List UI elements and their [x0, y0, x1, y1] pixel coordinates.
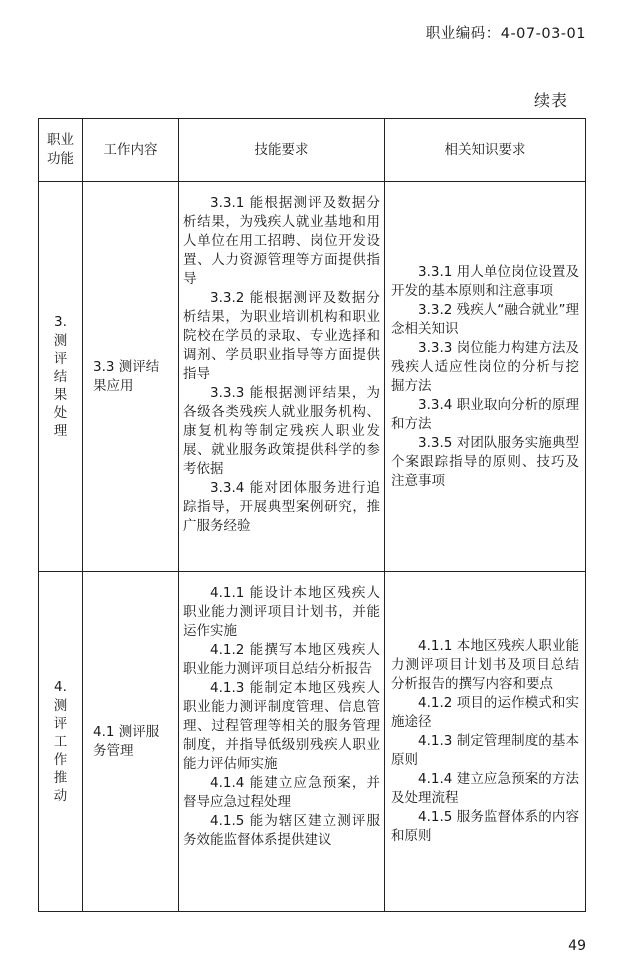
skill-item: 3.3.2 能根据测评及数据分析结果，为职业培训机构和职业院校在学员的录取、专业选择和调剂、学员职业指导等方面提供指导: [183, 290, 380, 382]
header-function: 职业功能: [39, 119, 83, 182]
skill-item: 4.1.4 能建立应急预案，并督导应急过程处理: [183, 775, 380, 810]
skill-item: 4.1.2 能撰写本地区残疾人职业能力测评项目总结分析报告: [183, 642, 380, 677]
skill-item: 3.3.4 能对团体服务进行追踪指导，开展典型案例研究，推广服务经验: [183, 480, 380, 534]
header-skill-requirements: 技能要求: [179, 119, 385, 182]
knowledge-item: 4.1.5 服务监督体系的内容和原则: [391, 809, 579, 844]
knowledge-item: 3.3.3 岗位能力构建方法及残疾人适应性岗位的分析与挖掘方法: [391, 339, 579, 394]
function-number: 4.: [54, 678, 67, 695]
function-cell: [39, 572, 83, 912]
skill-requirements-cell: [179, 182, 385, 572]
knowledge-requirements-cell: [385, 182, 586, 572]
skill-item: 4.1.5 能为辖区建立测评服务效能监督体系提供建议: [183, 813, 380, 848]
knowledge-item: 3.3.2 残疾人“融合就业”理念相关知识: [391, 301, 579, 337]
knowledge-item: 4.1.2 项目的运作模式和实施途径: [391, 695, 579, 730]
function-cell: [39, 182, 83, 572]
work-content-cell: 4.1 测评服务管理: [83, 572, 179, 912]
occupation-code: 职业编码：4-07-03-01: [425, 26, 586, 42]
knowledge-item: 3.3.1 用人单位岗位设置及开发的基本原则和注意事项: [391, 263, 579, 299]
skills-table: [38, 118, 586, 912]
knowledge-item: 4.1.3 制定管理制度的基本原则: [391, 733, 579, 768]
function-name: 测评工作推动: [53, 697, 68, 804]
knowledge-item: 4.1.1 本地区残疾人职业能力测评项目计划书及项目总结分析报告的撰写内容和要点: [391, 638, 579, 692]
table-row: [39, 182, 586, 572]
knowledge-item: 4.1.4 建立应急预案的方法及处理流程: [391, 771, 579, 806]
page-number: 49: [568, 938, 586, 954]
knowledge-item: 3.3.4 职业取向分析的原理和方法: [391, 396, 579, 432]
function-name: 测评结果处理: [53, 332, 68, 439]
skill-item: 4.1.3 能制定本地区残疾人职业能力测评制度管理、信息管理、过程管理等相关的服务管理制度，并指导低级别残疾人职业能力评估师实施: [183, 680, 380, 772]
function-number: 3.: [54, 313, 67, 330]
table-header-row: [39, 119, 586, 182]
knowledge-item: 3.3.5 对团队服务实施典型个案跟踪指导的原则、技巧及注意事项: [391, 434, 579, 489]
work-content-cell: 3.3 测评结果应用: [83, 182, 179, 572]
header-work-content: 工作内容: [83, 119, 179, 182]
skill-requirements-cell: [179, 572, 385, 912]
skill-item: 4.1.1 能设计本地区残疾人职业能力测评项目计划书，并能运作实施: [183, 585, 380, 639]
knowledge-requirements-cell: [385, 572, 586, 912]
continued-label: 续表: [533, 91, 568, 110]
skill-item: 3.3.3 能根据测评结果，为各级各类残疾人就业服务机构、康复机构等制定残疾人职业发展、就业服务政策提供科学的参考依据: [183, 385, 380, 477]
header-knowledge-requirements: 相关知识要求: [385, 119, 586, 182]
skill-item: 3.3.1 能根据测评及数据分析结果，为残疾人就业基地和用人单位在用工招聘、岗位开发设置、人力资源管理等方面提供指导: [183, 195, 380, 287]
table-row: [39, 572, 586, 912]
